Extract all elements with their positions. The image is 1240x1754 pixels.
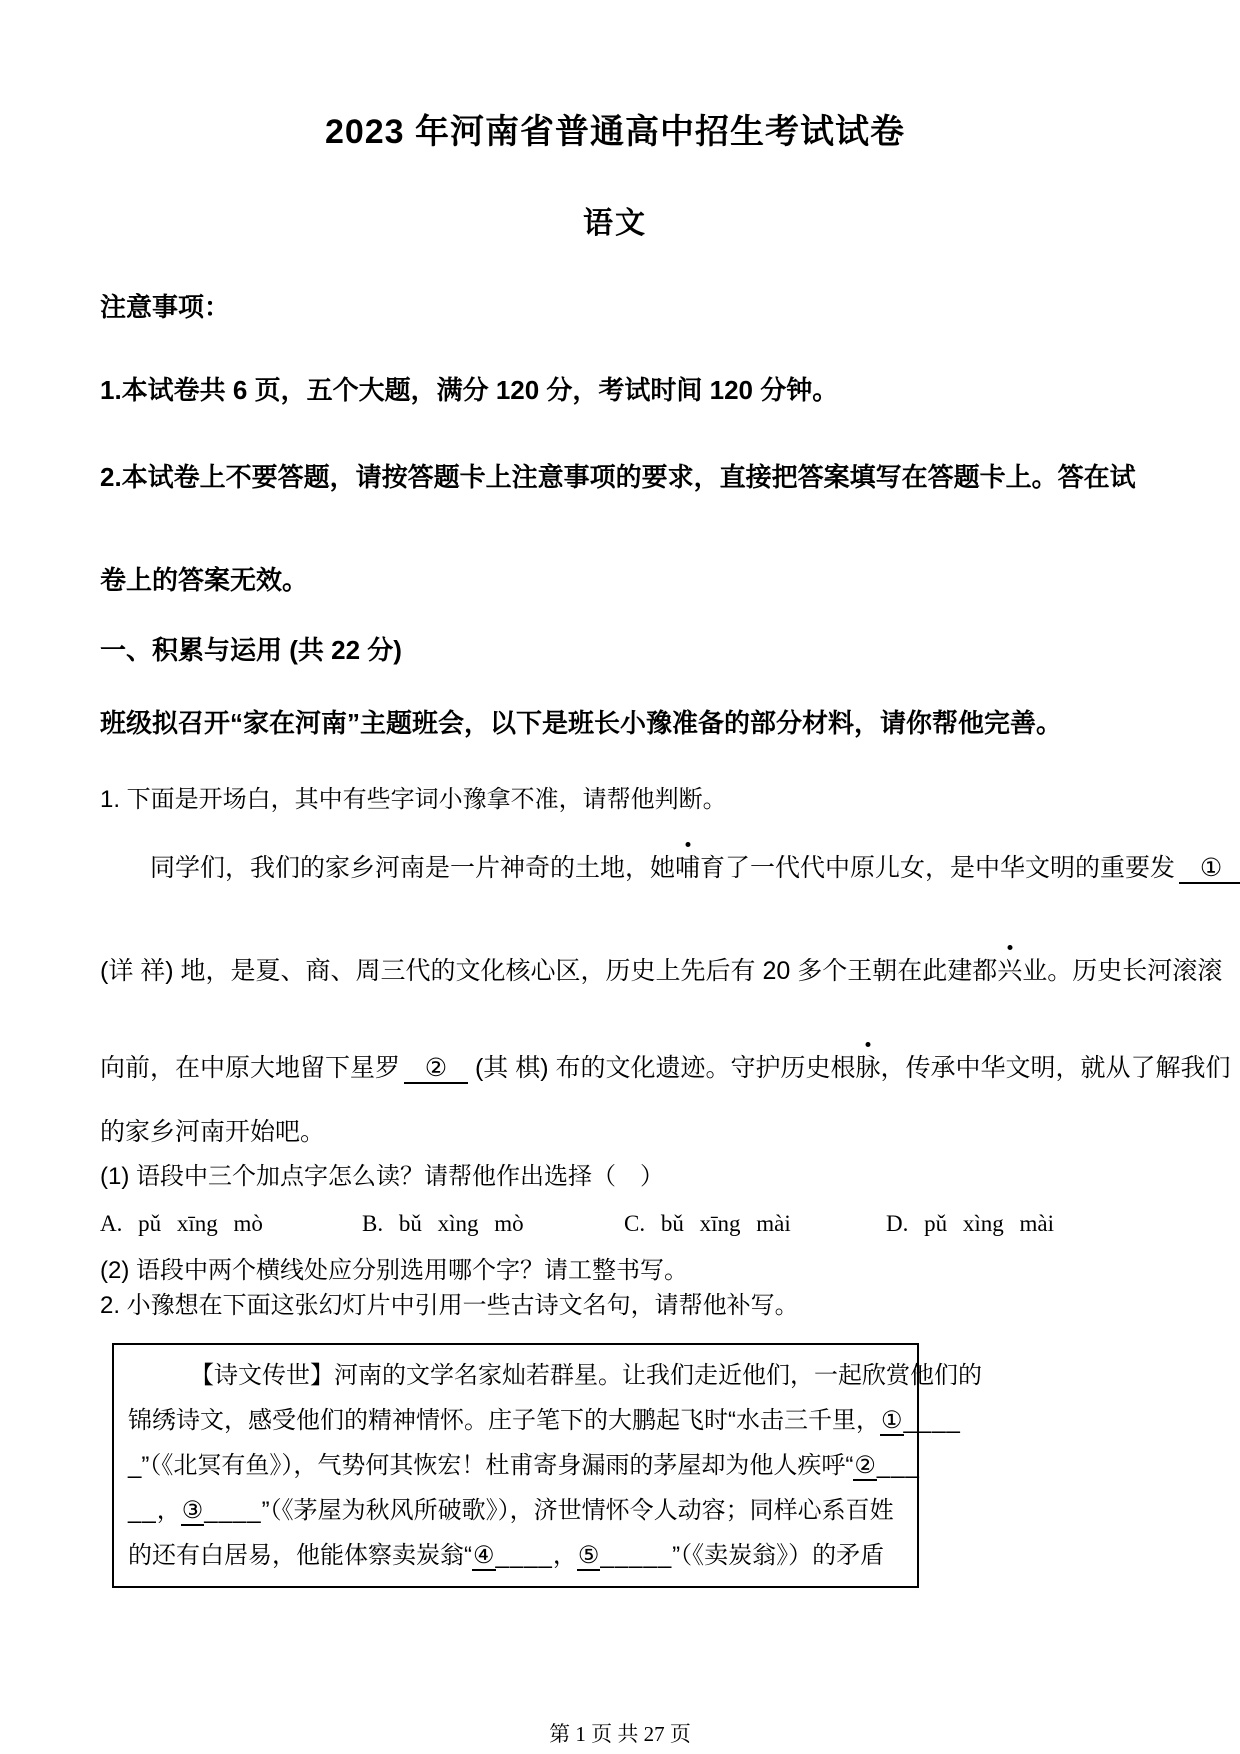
option-b <box>362 1210 624 1238</box>
option-b-label: B. <box>362 1211 384 1236</box>
subject-title: 语文 <box>583 207 647 240</box>
circled-number-2: ② <box>424 1054 448 1082</box>
passage-segment: 育了一代代中原儿女，是中华文明的重要发 <box>700 854 1176 882</box>
blank-line: __ <box>128 1497 157 1524</box>
q1-stem: 1. 下面是开场白，其中有些字词小豫拿不准，请帮他判断。 <box>100 786 727 813</box>
passage-segment: (详 祥) 地，是夏、商、周三代的文化核心区，历史上先后有 20 多个王朝在此建都 <box>100 957 998 985</box>
section-one-heading: 一、积累与运用 (共 22 分) <box>100 635 402 665</box>
option-c <box>624 1210 886 1238</box>
circled-number-4: ④ <box>473 1542 495 1569</box>
slide-segment: ”（《茅屋为秋风所破歌》），济世情怀令人动容；同样心系百姓 <box>261 1497 894 1524</box>
option-c-label: C. <box>624 1211 646 1236</box>
slide-segment: ， <box>156 1497 181 1524</box>
blank-line: ___ <box>876 1452 920 1479</box>
notice-item-1: 1.本试卷共 6 页，五个大题，满分 120 分，考试时间 120 分钟。 <box>100 375 839 405</box>
q1-options-row <box>100 1210 1130 1238</box>
slide-segment: 锦绣诗文，感受他们的精神情怀。庄子笔下的大鹏起飞时“水击三千里， <box>128 1407 880 1434</box>
passage-segment: (其 棋) 布的文化遗迹。守护历史根 <box>468 1054 856 1082</box>
blank-line: ____ <box>495 1542 553 1569</box>
slide-line-3 <box>128 1443 920 1488</box>
blank-line: ____ <box>204 1497 262 1524</box>
page-title: 2023 年河南省普通高中招生考试试卷 <box>324 113 906 151</box>
option-a-text: pǔ xīng mò <box>138 1211 263 1236</box>
circled-number-1: ① <box>881 1407 903 1434</box>
q2-stem: 2. 小豫想在下面这张幻灯片中引用一些古诗文名句，请帮他补写。 <box>100 1292 799 1319</box>
passage-segment: 业。历史长河滚滚 <box>1022 957 1223 985</box>
section-one-intro: 班级拟召开“家在河南”主题班会，以下是班长小豫准备的部分材料，请你帮他完善。 <box>100 708 1063 738</box>
passage-line-4: 的家乡河南开始吧。 <box>100 1118 326 1146</box>
blank-line: _____ <box>600 1542 673 1569</box>
slide-segment: ”（《卖炭翁》）的矛盾 <box>672 1542 885 1569</box>
slide-line-1: 【诗文传世】河南的文学名家灿若群星。让我们走近他们，一起欣赏他们的 <box>190 1362 982 1389</box>
answer-blank-2 <box>404 1054 468 1084</box>
option-d <box>886 1210 1054 1238</box>
notice-item-2-line-1: 2.本试卷上不要答题，请按答题卡上注意事项的要求，直接把答案填写在答题卡上。答在试 <box>100 462 1136 492</box>
option-b-text: bǔ xìng mò <box>398 1211 524 1236</box>
option-a-label: A. <box>100 1211 123 1236</box>
slide-line-4 <box>128 1488 903 1533</box>
passage-line-1 <box>100 853 1223 884</box>
circled-number-2: ② <box>854 1452 876 1479</box>
option-d-label: D. <box>886 1211 909 1236</box>
q1-sub2-stem: (2) 语段中两个横线处应分别选用哪个字？请工整书写。 <box>100 1257 688 1284</box>
circled-number-1: ① <box>1199 854 1223 882</box>
passage-segment: ，传承中华文明，就从了解我们 <box>880 1054 1231 1082</box>
slide-segment: _”（《北冥有鱼》），气势何其恢宏！杜甫寄身漏雨的茅屋却为他人疾呼“ <box>128 1452 854 1479</box>
page-footer: 第 1 页 共 27 页 <box>549 1722 691 1746</box>
dotted-char-mai: 脉 <box>855 1054 881 1082</box>
q1-sub1-stem: (1) 语段中三个加点字怎么读？请帮他作出选择（ ） <box>100 1163 664 1190</box>
slide-segment: 的还有白居易，他能体察卖炭翁“ <box>128 1542 472 1569</box>
blank-line: ____ <box>903 1407 961 1434</box>
passage-line-3 <box>100 1053 1231 1084</box>
passage-line-2 <box>100 956 1223 986</box>
notice-heading: 注意事项： <box>100 292 231 322</box>
notice-item-2-line-2: 卷上的答案无效。 <box>100 565 309 595</box>
option-d-text: pǔ xìng mài <box>924 1211 1055 1236</box>
passage-segment: 向前，在中原大地留下星罗 <box>100 1054 401 1082</box>
answer-blank-1 <box>1179 854 1240 884</box>
slide-line-5 <box>128 1533 903 1578</box>
slide-line-2 <box>128 1398 961 1443</box>
dotted-char-bu: 哺 <box>675 854 701 882</box>
circled-number-5: ⑤ <box>577 1542 600 1569</box>
passage-segment: 同学们，我们的家乡河南是一片神奇的土地，她 <box>150 854 676 882</box>
slide-box <box>112 1343 982 1588</box>
slide-segment: ， <box>552 1542 577 1569</box>
option-a <box>100 1210 362 1238</box>
option-c-text: bǔ xīng mài <box>660 1211 791 1236</box>
circled-number-3: ③ <box>181 1497 204 1524</box>
dotted-char-xing: 兴 <box>997 957 1023 985</box>
